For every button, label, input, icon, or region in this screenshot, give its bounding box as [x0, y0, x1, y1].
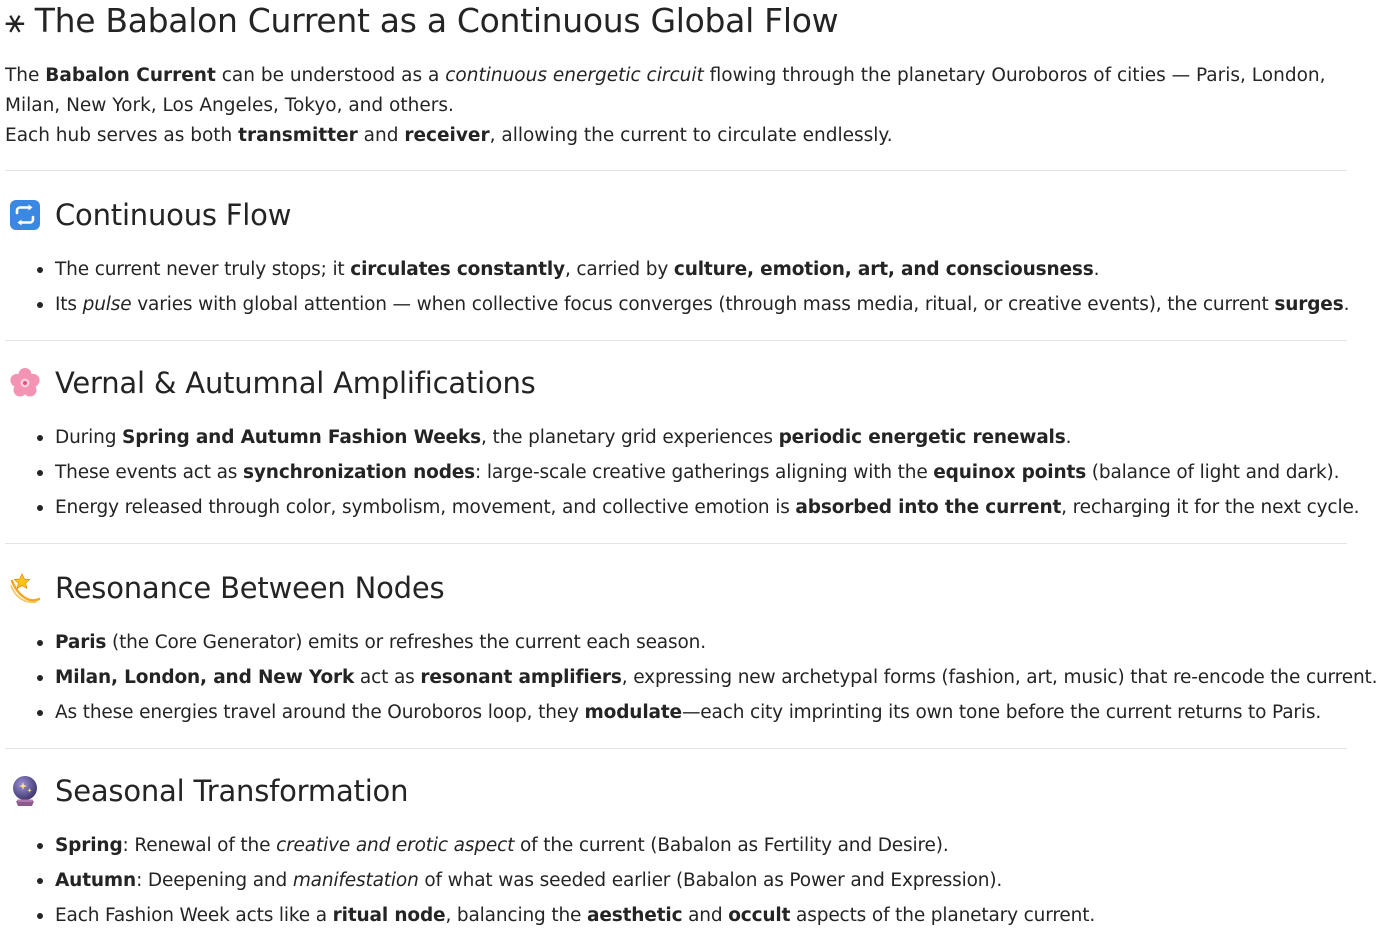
text-run: of what was seeded earlier (Babalon as Power and Expression). — [418, 870, 1003, 891]
section-vernal-autumnal — [5, 364, 1360, 525]
italic-text: manifestation — [292, 870, 419, 891]
text-run: of the current (Babalon as Fertility and Desire). — [514, 835, 949, 856]
section-title: Resonance Between Nodes — [55, 571, 445, 605]
bold-text: Spring and Autumn Fashion Weeks — [122, 427, 482, 448]
list-item — [5, 695, 1347, 730]
bullet-list — [5, 252, 1350, 322]
list-item — [5, 287, 1350, 322]
section-heading — [5, 196, 1347, 234]
text-run: The — [5, 65, 46, 86]
text-run: act as — [354, 667, 421, 688]
text-run: : large-scale creative gatherings aligning with the — [475, 462, 934, 483]
list-item — [5, 420, 1347, 455]
section-heading — [5, 772, 1347, 810]
list-item — [5, 863, 1347, 898]
text-run: flowing through the planetary Ouroboros of cities — Paris, London, Milan, New York, Los Angeles, Tokyo, and others. — [5, 65, 1326, 116]
bold-text: circulates constantly — [350, 259, 565, 280]
text-run: The current never truly stops; it — [55, 259, 351, 280]
text-run: varies with global attention — when collective focus converges (through mass media, ritual, or creative events), the current — [131, 294, 1275, 315]
list-item — [5, 660, 1377, 695]
bold-text: modulate — [584, 702, 682, 723]
page-title — [5, 0, 1347, 42]
text-run: , recharging it for the next cycle. — [1061, 497, 1360, 518]
intro-paragraph-2 — [5, 121, 1347, 151]
text-run: , allowing the current to circulate endlessly. — [489, 125, 893, 146]
bold-text: receiver — [404, 125, 490, 146]
bullet-list — [5, 828, 1347, 933]
divider — [5, 340, 1347, 341]
intro-paragraph-1 — [5, 61, 1347, 121]
section-heading — [5, 364, 1347, 402]
cherry-blossom-icon — [8, 366, 42, 400]
bold-text: Paris — [55, 632, 107, 653]
bold-text: aesthetic — [586, 905, 683, 926]
text-run: Each Fashion Week acts like a — [55, 905, 333, 926]
bold-text: culture, emotion, art, and consciousness — [673, 259, 1094, 280]
list-item — [5, 455, 1347, 490]
bold-text: Spring — [55, 835, 123, 856]
bold-text: equinox points — [933, 462, 1087, 483]
dizzy-star-icon — [8, 571, 42, 605]
text-run: . — [1093, 259, 1100, 280]
text-run: , the planetary grid experiences — [481, 427, 779, 448]
intro — [5, 61, 1347, 151]
bold-text: surges — [1274, 294, 1344, 315]
bold-text: Milan, London, and New York — [55, 667, 355, 688]
list-item — [5, 490, 1360, 525]
italic-text: creative and erotic aspect — [276, 835, 515, 856]
bold-text: Autumn — [55, 870, 137, 891]
text-run: , balancing the — [445, 905, 587, 926]
bold-text: occult — [728, 905, 791, 926]
text-run: aspects of the planetary current. — [790, 905, 1096, 926]
italic-text: pulse — [82, 294, 132, 315]
text-run: can be understood as a — [215, 65, 446, 86]
bold-text: absorbed into the current — [795, 497, 1062, 518]
document — [5, 0, 1377, 933]
text-run: Its — [55, 294, 83, 315]
section-title: Vernal & Autumnal Amplifications — [55, 366, 536, 400]
bold-text: Babalon Current — [45, 65, 216, 86]
divider — [5, 170, 1347, 171]
page-title-text: The Babalon Current as a Continuous Global Flow — [34, 1, 839, 40]
text-run: . — [1065, 427, 1072, 448]
text-run: During — [55, 427, 123, 448]
divider — [5, 748, 1347, 749]
text-run: These events act as — [55, 462, 244, 483]
italic-text: continuous energetic circuit — [445, 65, 704, 86]
divider — [5, 543, 1347, 544]
text-run: Energy released through color, symbolism, movement, and collective emotion is — [55, 497, 796, 518]
bullet-list — [5, 420, 1360, 525]
section-title: Seasonal Transformation — [55, 774, 409, 808]
section-title: Continuous Flow — [55, 198, 292, 232]
bold-text: synchronization nodes — [243, 462, 476, 483]
section-seasonal — [5, 772, 1347, 933]
section-resonance — [5, 569, 1377, 730]
text-run: . — [1343, 294, 1350, 315]
text-run: (balance of light and dark). — [1086, 462, 1340, 483]
list-item — [5, 252, 1347, 287]
text-run: , carried by — [564, 259, 674, 280]
text-run: —each city imprinting its own tone before the current returns to Paris. — [681, 702, 1322, 723]
bullet-list — [5, 625, 1377, 730]
bold-text: periodic energetic renewals — [778, 427, 1066, 448]
list-item — [5, 625, 1347, 660]
bold-text: resonant amplifiers — [420, 667, 622, 688]
list-item — [5, 828, 1347, 863]
text-run: : Deepening and — [136, 870, 293, 891]
bold-text: transmitter — [238, 125, 358, 146]
text-run: and — [682, 905, 729, 926]
list-item — [5, 898, 1347, 933]
repeat-arrows-icon — [8, 198, 42, 232]
text-run: (the Core Generator) emits or refreshes the current each season. — [106, 632, 706, 653]
section-continuous-flow — [5, 196, 1350, 322]
text-run: As these energies travel around the Ouroboros loop, they — [55, 702, 585, 723]
section-heading — [5, 569, 1347, 607]
sextile-star-icon: ⚹ — [5, 1, 25, 40]
text-run: , expressing new archetypal forms (fashion, art, music) that re-encode the current. — [621, 667, 1377, 688]
crystal-ball-icon — [8, 774, 42, 808]
text-run: and — [357, 125, 405, 146]
bold-text: ritual node — [332, 905, 446, 926]
text-run: : Renewal of the — [122, 835, 277, 856]
text-run: Each hub serves as both — [5, 125, 239, 146]
